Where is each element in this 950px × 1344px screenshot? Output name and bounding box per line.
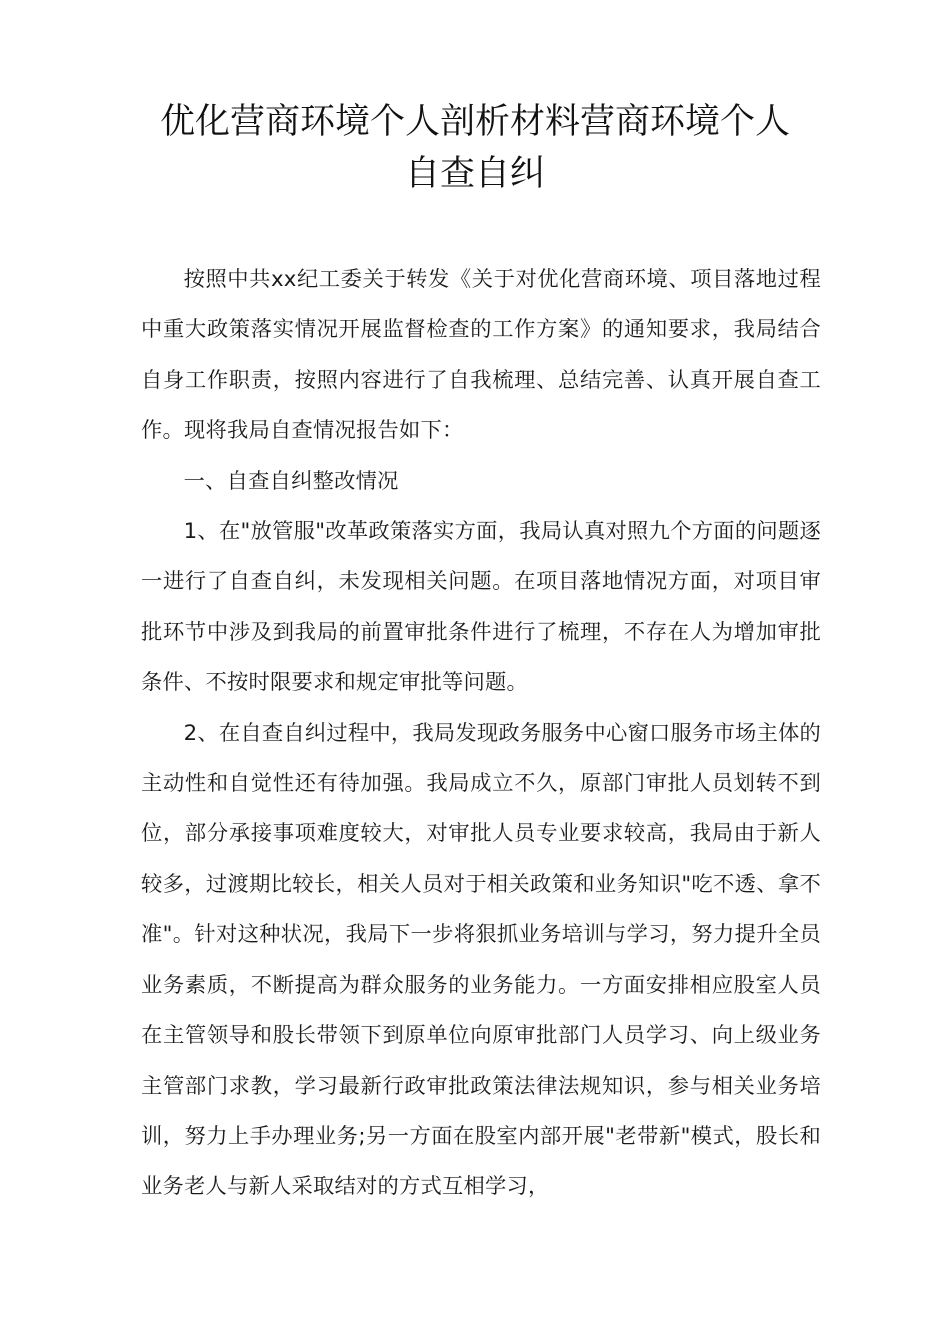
section-heading: 一、自查自纠整改情况	[183, 468, 399, 494]
title-line-1: 优化营商环境个人剖析材料营商环境个人	[159, 102, 790, 142]
item-2-paragraph: 2、在自查自纠过程中，我局发现政务服务中心窗口服务市场主体的主动性和自觉性还有待加强。我局成立不久，原部门审批人员划转不到位，部分承接事项难度较大，对审批人员专业要求较高，我局由于新人较多，过渡期比较长，相关人员对于相关政策和业务知识"吃不透、拿不准"。针对这种状况，我局下一步将狠抓业务培训与学习，努力提升全员业务素质，不断提高为群众服务的业务能力。一方面安排相应股室人员在主管领导和股长带领下到原单位向原审批部门人员学习、向上级业务主管部门求教，学习最新行政审批政策法律法规知识，参与相关业务培训，努力上手办理业务;另一方面在股室内部开展"老带新"模式，股长和业务老人与新人采取结对的方式互相学习，	[141, 720, 821, 1200]
title-line-2: 自查自纠	[404, 154, 545, 194]
document-title	[100, 96, 850, 200]
intro-paragraph: 按照中共xx纪工委关于转发《关于对优化营商环境、项目落地过程中重大政策落实情况开展监督检查的工作方案》的通知要求，我局结合自身工作职责，按照内容进行了自我梳理、总结完善、认真开展自查工作。现将我局自查情况报告如下：	[141, 267, 821, 444]
document-body	[141, 255, 821, 1213]
item-1-paragraph: 1、在"放管服"改革政策落实方面，我局认真对照九个方面的问题逐一进行了自查自纠，未发现相关问题。在项目落地情况方面，对项目审批环节中涉及到我局的前置审批条件进行了梳理，不存在人为增加审批条件、不按时限要求和规定审批等问题。	[141, 519, 821, 696]
